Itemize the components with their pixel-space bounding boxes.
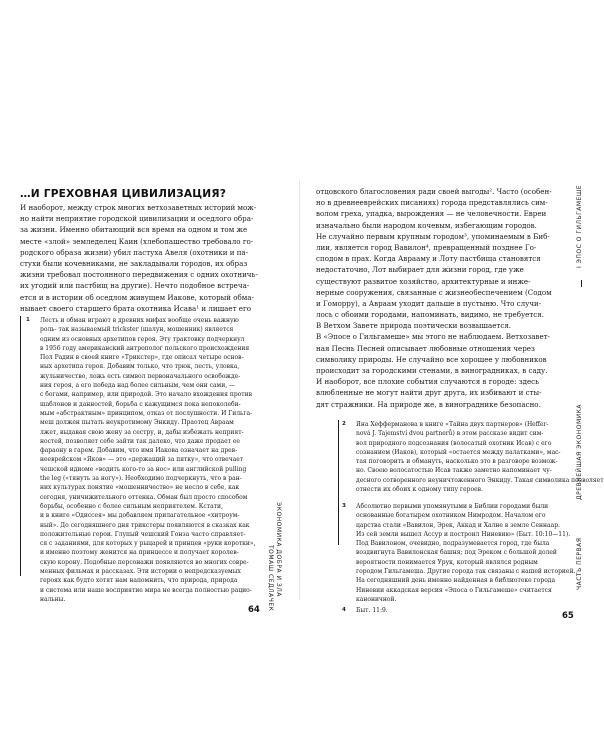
text-line: ния героя, а его победа над более сильным, чем они сами, — [40, 382, 236, 390]
text-line: Пол Радин в своей книге «Трикстер», где описал четыре основ- [40, 354, 244, 362]
text-line: но найти неприятие городской цивилизации и оседлого обра- [20, 214, 254, 224]
text-line: вероятности понимается Урук, который являлся родным [356, 558, 538, 566]
text-line: и система или наше восприятие мира не всегда полностью рацио- [40, 586, 252, 594]
text-line: Не случайно первым крупным городом³, упоминаемым в Биб- [316, 231, 550, 241]
text-line: Из сей земли вышел Ассур и построил Ниневию» (Быт. 10:10—11). [356, 530, 571, 538]
left-body-text [20, 202, 282, 314]
text-line: сегодня, уничижительного оттенка. Обман был просто способом [40, 493, 248, 501]
text-line: и в книге «Одиссея» мы добавляем прилагательное «хитроум- [40, 512, 240, 520]
text-line: жизни требовал постоянного передвижения с одних охотничь- [20, 270, 258, 280]
running-head-section: ДРЕВНЕЙШАЯ ЭКОНОМИКА [576, 403, 583, 500]
text-line: сознанием (Иаков), который «остается между палатками», мас- [356, 448, 561, 456]
text-line: основанные богатырем охотником Нимродом. Началом его [356, 512, 546, 520]
text-line: их угодий или пастбищ на другие). Нечто подобное встреча- [20, 281, 250, 291]
text-line: недостаточно, Лот выбирает для жизни город, где уже [316, 265, 524, 275]
left-footnote [40, 316, 266, 604]
text-line: Быт. 11:9. [356, 607, 388, 614]
text-line: ется и в истории об оседлом живущем Иакове, который обма- [20, 292, 254, 302]
text-line: с богами, например, или природой. Это начало вхождения против [40, 391, 252, 399]
text-line: воздвигнута Вавилонская башня; под Эреком с большой долей [356, 549, 557, 557]
text-line: ностей, позволяет себе зайти так далеко, что даже продает ее [40, 437, 240, 445]
page-number: 64 [248, 605, 260, 615]
text-line: дят стражники. На природе же, в винограднике безопасно. [316, 399, 541, 409]
text-line: нерные сооружения, связанные с жизнеобеспечением (Содом [316, 287, 552, 297]
page-number: 65 [562, 611, 574, 621]
text-line: В «Эпосе о Гильгамеше» мы этого не наблюдаем. Ветхозавет- [316, 332, 550, 342]
running-head-author: ТОМАШ СЕДЛАЧЕК [267, 545, 274, 612]
text-line: и именно поэтому женится на принцессе и получает королев- [40, 549, 239, 557]
text-line: лии, является город Вавилон⁴, превращенный позднее Го- [316, 242, 537, 252]
footnote-rule [20, 316, 21, 576]
text-line: городом Гильгамеша. Другие города так связаны с нашей историей. [356, 568, 576, 576]
text-line: скую корону. Подобные персонажи появляются во многих совре- [40, 558, 249, 566]
footnote-number: 4 [342, 607, 346, 613]
text-line: героях как будто хотят нам напомнить, что природа, природа [40, 577, 238, 585]
text-line: отцовского благословения ради своей выгоды². Часто (особен- [316, 187, 552, 196]
text-line: изначально были народом кочевым, избегающим городов. [316, 220, 537, 230]
text-line: мым «абстрактным» принципом, отказ от послушности. И Гильга- [40, 409, 253, 417]
text-line: волом греха, упадка, вырождения — не человечности. Евреи [316, 209, 547, 219]
text-line: жульничество, ложь есть символ первоначального освобожде- [40, 372, 241, 380]
text-line: ный». До сегодняшнего дня трикстеры появляются в сказках как [40, 521, 250, 529]
text-line: менных фильмах и рассказах. Эти истории о непредсказуемых [40, 568, 241, 576]
right-footnote-4 [356, 606, 561, 615]
text-line: в 1956 году американский антрополог польского происхождения [40, 344, 250, 352]
text-line: ных архетипа героя. Добавим только, что трюк, лесть, уловка, [40, 363, 240, 371]
left-page [0, 0, 300, 750]
text-line: нывает своего старшего брата охотника Исава¹ и лишает его [20, 303, 251, 313]
text-line: них культурах понятие «мошенничество» не несло в себе, как [40, 484, 240, 492]
text-line: тая поговорить и обмануть, насколько это в разговоре возмож- [356, 458, 558, 466]
text-line: вол природного подсознания (волосатый охотник Исав) с его [356, 439, 552, 447]
text-line: происходит за городскими стенами, в виноградниках, в саду. [316, 366, 548, 375]
text-line: стухи были кочевниками, не закладывали городов, их образ [20, 258, 248, 268]
footnote-number: 2 [342, 421, 346, 427]
text-line: и Гоморру), а Авраам уходит дальше в пустыню. Что случи- [316, 298, 542, 308]
text-line: борьбы, особенно с более сильным неприятелем. Кстати, [40, 502, 223, 510]
text-line: нальны. [40, 595, 66, 603]
text-line: nová J. Tajemství dvou partnerů) в этом рассказе видит сим- [356, 430, 544, 438]
right-footnote-3 [356, 502, 576, 604]
text-line: одним из основных архетипов героя. Эту трактовку подчеркнул [40, 335, 245, 343]
text-line: влюбленные не могут найти друг друга, их избивают и сты- [316, 388, 542, 398]
text-line: ная Песнь Песней описывает любовные отношения через [316, 343, 535, 353]
text-line: десного сотворенного неуничтоженного Энкиду. Такая символика позволяет [356, 476, 604, 484]
text-line: Абсолютно первыми упомянутыми в Библии городами были [356, 503, 549, 510]
text-line: лжет, выдавая свою жену за сестру, и, дабы избежать неприят- [40, 428, 244, 436]
text-line: Лесть и обман играют в древних мифах вообще очень важную [40, 317, 239, 324]
text-line: месте «злой» земледелец Каин (хлебопашество требовало го- [20, 236, 254, 246]
text-line: И наоборот, между строк многих ветхозаветных историй мож- [20, 203, 257, 212]
text-line: Под Вавилоном, очевидно, подразумевается город, где была [356, 540, 550, 548]
text-line: за жизни. Именно обитающий вся время на одном и том же [20, 225, 248, 235]
section-heading: …И ГРЕХОВНАЯ ЦИВИЛИЗАЦИЯ? [20, 188, 227, 200]
text-line: ся с заданиями, для которых у рыцарей и принцев «руки коротки», [40, 540, 256, 548]
text-line: На сегодняшний день именно найденная в библиотеке города [356, 577, 556, 585]
text-line: чешской идиоме «водить кого-то за нос» или английской pulling [40, 465, 247, 473]
text-line: родского образа жизни) убил пастуха Авеля (охотники и па- [20, 247, 249, 257]
running-head-book: ЭКОНОМИКА ДОБРА И ЗЛА [275, 502, 282, 597]
running-head-chapter: I ЭПОС О ГИЛЬГАМЕШЕ [576, 184, 583, 268]
text-line: Яна Хефферманова в книге «Тайна двух партнеров» (Heffer- [356, 421, 549, 428]
text-line: шаблонов и данностей, борьба с кажущимся пока непоколеби- [40, 400, 241, 408]
text-line: отнести их обоих к одному типу героев. [356, 486, 483, 494]
text-line: каноничной. [356, 595, 397, 603]
text-line: лось с обоими городами, напоминать, видимо, не требуется. [316, 310, 544, 320]
text-line: царства стали «Вавилон, Эрек, Аккад и Халне в земле Сеннаар. [356, 521, 560, 529]
right-body-text [316, 186, 560, 410]
footnote-number: 3 [342, 503, 346, 509]
text-line: фараону в гарем. Добавим, что имя Иакова означает на древ- [40, 447, 238, 455]
running-head-part: ЧАСТЬ ПЕРВАЯ [576, 537, 583, 590]
text-line: the leg («тянуть за ногу»). Необходимо подчеркнуть, что в ран- [40, 475, 242, 483]
text-line: роль- так называемый trickster (шалун, мошенник) является [40, 326, 234, 334]
footnote-rule [338, 420, 339, 545]
text-line: положительные герои. Глупый чешский Гонза часто справляет- [40, 530, 246, 538]
text-line: нееврейском «Яков» — это «держащий за пятку», что отвечает [40, 456, 244, 464]
text-line: Ниневии аккадская версия «Эпоса о Гильгамеше» считается [356, 586, 552, 594]
text-line: символику природы. Не случайно все хорошее у любовников [316, 354, 547, 364]
text-line: но. Своею волосатостью Исав также заметно напоминает чу- [356, 467, 552, 475]
text-line: меш должен пытать неукротимому Энкиду. Праотец Авраам [40, 419, 234, 427]
running-head-rule [581, 280, 582, 287]
text-line: И наоборот, все плохие события случаются в городе: здесь [316, 377, 540, 387]
footnote-number: 1 [26, 317, 30, 323]
text-line: но в древнееврейских писаниях) города представлялись сим- [316, 198, 548, 208]
text-line: существуют развитое хозяйство, архитектурные и инже- [316, 276, 531, 286]
right-page [300, 0, 604, 750]
text-line: В Ветхом Завете природа поэтически возвышается. [316, 321, 512, 331]
text-line: сподом в прах. Когда Аврааму и Лоту пастбища становятся [316, 254, 541, 264]
